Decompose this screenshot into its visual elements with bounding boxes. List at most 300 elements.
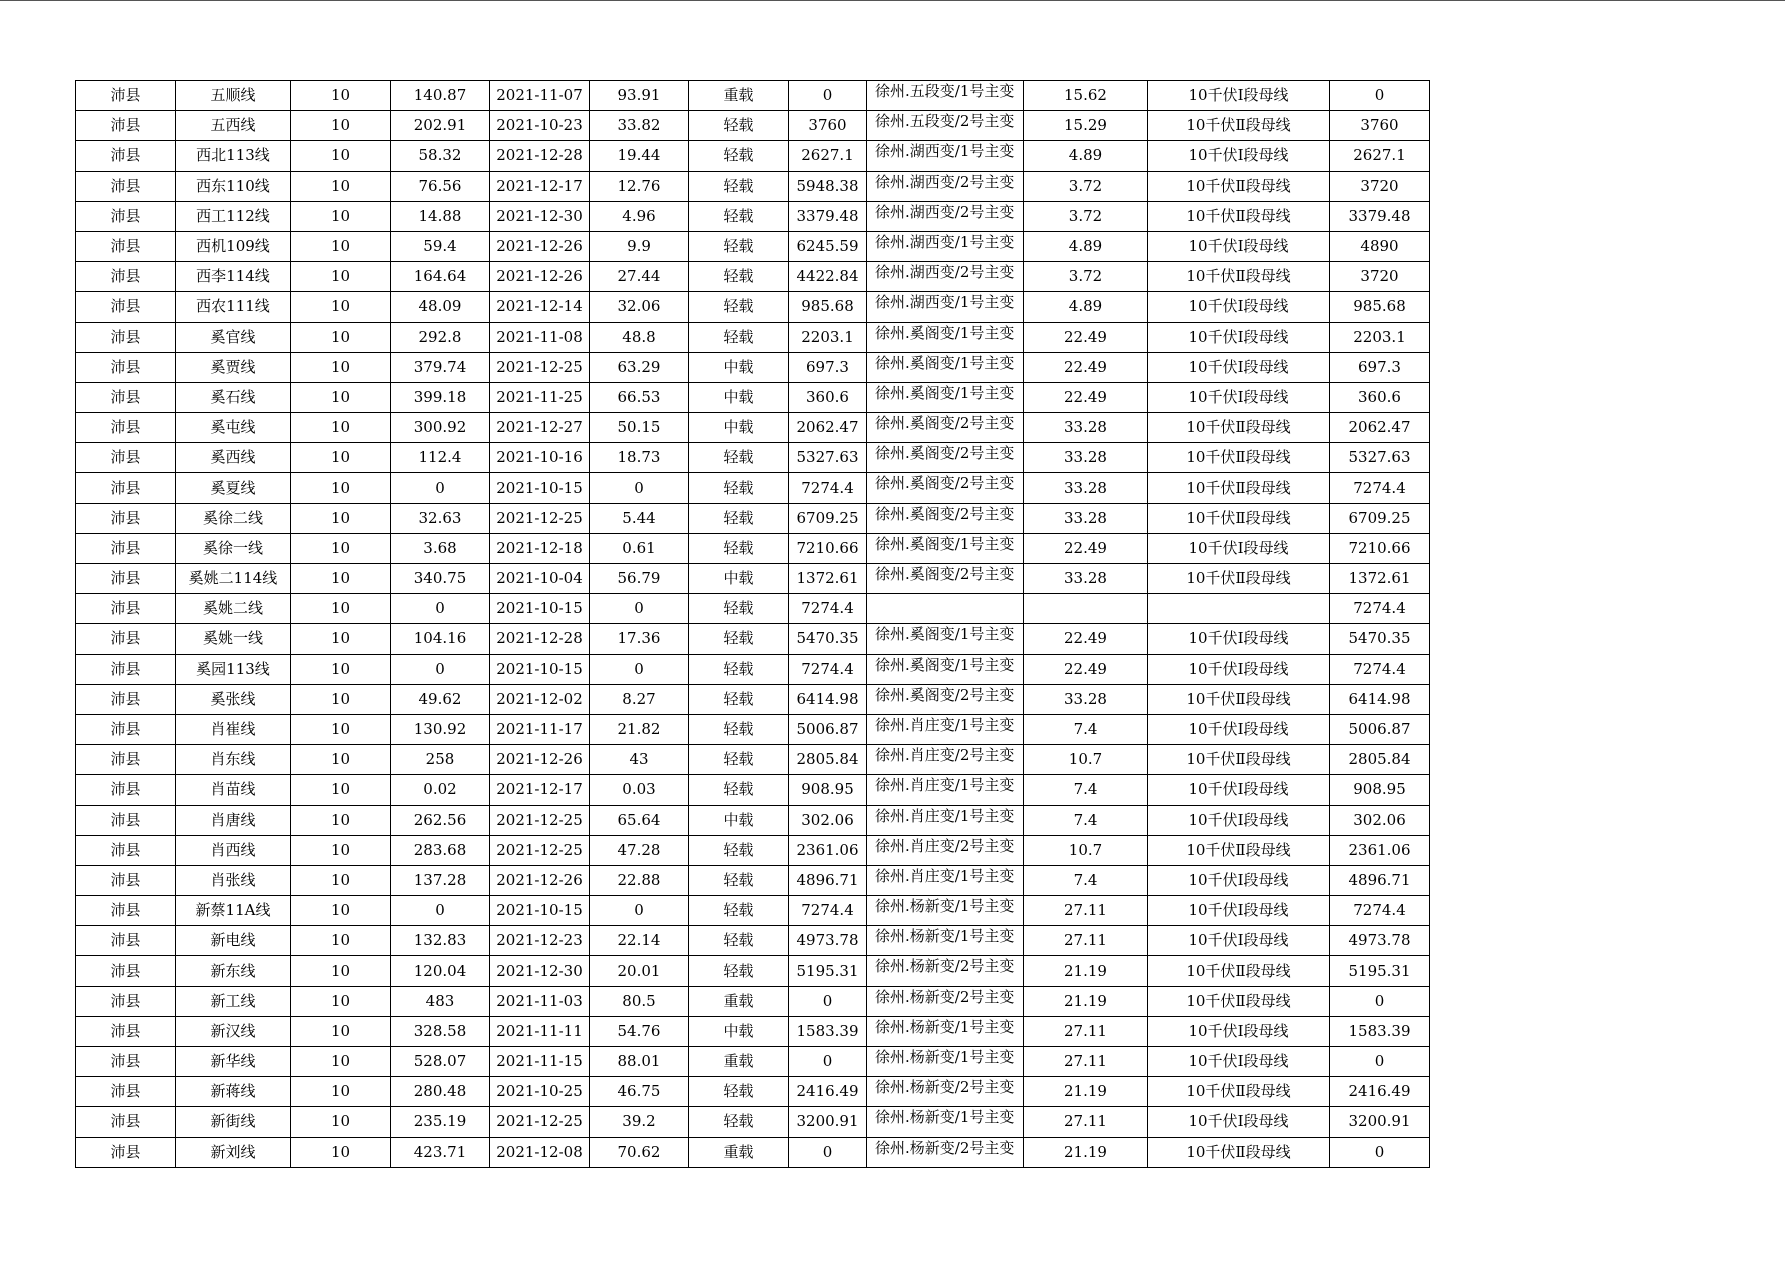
table-row — [76, 1016, 1430, 1046]
table-row — [76, 624, 1430, 654]
cell-voltage: 10 — [291, 1047, 391, 1077]
cell-col-4: 48.09 — [391, 292, 490, 322]
cell-bus-section: 10千伏Ⅰ段母线 — [1148, 141, 1330, 171]
cell-col-10: 10.7 — [1024, 745, 1148, 775]
cell-col-8: 0 — [789, 1137, 867, 1167]
cell-col-4: 340.75 — [391, 564, 490, 594]
cell-col-8: 7274.4 — [789, 473, 867, 503]
cell-load-status: 轻载 — [689, 896, 789, 926]
cell-load-status: 轻载 — [689, 141, 789, 171]
cell-substation-transformer: 徐州.杨新变/1号主变 — [867, 1016, 1024, 1046]
cell-col-10: 21.19 — [1024, 1077, 1148, 1107]
cell-col-6: 22.88 — [590, 865, 689, 895]
cell-voltage: 10 — [291, 473, 391, 503]
table-row — [76, 896, 1430, 926]
cell-date: 2021-11-03 — [490, 986, 590, 1016]
cell-line-name: 新华线 — [176, 1047, 291, 1077]
cell-col-6: 22.14 — [590, 926, 689, 956]
cell-col-4: 483 — [391, 986, 490, 1016]
cell-col-12: 360.6 — [1330, 382, 1430, 412]
cell-substation-transformer: 徐州.奚阁变/2号主变 — [867, 503, 1024, 533]
cell-date: 2021-10-15 — [490, 473, 590, 503]
cell-line-name: 奚张线 — [176, 684, 291, 714]
cell-substation-transformer: 徐州.肖庄变/2号主变 — [867, 745, 1024, 775]
cell-date: 2021-12-17 — [490, 775, 590, 805]
cell-col-12: 2203.1 — [1330, 322, 1430, 352]
cell-col-6: 43 — [590, 745, 689, 775]
cell-col-10: 10.7 — [1024, 835, 1148, 865]
cell-substation-transformer: 徐州.杨新变/1号主变 — [867, 1047, 1024, 1077]
cell-bus-section: 10千伏Ⅱ段母线 — [1148, 1077, 1330, 1107]
cell-bus-section: 10千伏Ⅰ段母线 — [1148, 81, 1330, 111]
cell-col-6: 0.61 — [590, 533, 689, 563]
cell-col-6: 93.91 — [590, 81, 689, 111]
cell-voltage: 10 — [291, 111, 391, 141]
cell-col-12: 908.95 — [1330, 775, 1430, 805]
cell-col-12: 6709.25 — [1330, 503, 1430, 533]
table-row — [76, 714, 1430, 744]
cell-load-status: 轻载 — [689, 443, 789, 473]
cell-date: 2021-12-25 — [490, 835, 590, 865]
cell-substation-transformer: 徐州.奚阁变/2号主变 — [867, 564, 1024, 594]
cell-col-8: 2062.47 — [789, 413, 867, 443]
cell-load-status: 轻载 — [689, 292, 789, 322]
cell-col-4: 104.16 — [391, 624, 490, 654]
cell-col-12: 5327.63 — [1330, 443, 1430, 473]
cell-col-10: 21.19 — [1024, 1137, 1148, 1167]
table-row — [76, 1107, 1430, 1137]
cell-date: 2021-12-30 — [490, 956, 590, 986]
cell-voltage: 10 — [291, 292, 391, 322]
cell-col-8: 3379.48 — [789, 201, 867, 231]
cell-load-status: 轻载 — [689, 533, 789, 563]
cell-date: 2021-12-26 — [490, 262, 590, 292]
cell-county: 沛县 — [76, 503, 176, 533]
cell-date: 2021-10-23 — [490, 111, 590, 141]
cell-col-10: 21.19 — [1024, 956, 1148, 986]
cell-col-4: 300.92 — [391, 413, 490, 443]
cell-col-4: 132.83 — [391, 926, 490, 956]
cell-col-6: 0 — [590, 594, 689, 624]
cell-col-8: 7274.4 — [789, 654, 867, 684]
cell-county: 沛县 — [76, 262, 176, 292]
table-row — [76, 1137, 1430, 1167]
cell-line-name: 肖苗线 — [176, 775, 291, 805]
cell-county: 沛县 — [76, 956, 176, 986]
cell-county: 沛县 — [76, 714, 176, 744]
cell-line-name: 奚西线 — [176, 443, 291, 473]
cell-col-8: 1372.61 — [789, 564, 867, 594]
cell-col-12: 2361.06 — [1330, 835, 1430, 865]
page-top-rule — [0, 0, 1785, 1]
cell-bus-section: 10千伏Ⅱ段母线 — [1148, 413, 1330, 443]
cell-bus-section: 10千伏Ⅱ段母线 — [1148, 503, 1330, 533]
cell-substation-transformer: 徐州.杨新变/2号主变 — [867, 956, 1024, 986]
cell-substation-transformer: 徐州.奚阁变/2号主变 — [867, 443, 1024, 473]
cell-bus-section: 10千伏Ⅰ段母线 — [1148, 322, 1330, 352]
cell-bus-section: 10千伏Ⅰ段母线 — [1148, 382, 1330, 412]
cell-col-12: 0 — [1330, 1047, 1430, 1077]
cell-bus-section: 10千伏Ⅰ段母线 — [1148, 624, 1330, 654]
cell-col-6: 20.01 — [590, 956, 689, 986]
cell-col-6: 0.03 — [590, 775, 689, 805]
cell-date: 2021-12-30 — [490, 201, 590, 231]
cell-col-4: 202.91 — [391, 111, 490, 141]
cell-bus-section: 10千伏Ⅱ段母线 — [1148, 201, 1330, 231]
cell-col-6: 4.96 — [590, 201, 689, 231]
cell-col-8: 0 — [789, 986, 867, 1016]
cell-line-name: 新蒋线 — [176, 1077, 291, 1107]
cell-col-6: 19.44 — [590, 141, 689, 171]
table-row — [76, 503, 1430, 533]
cell-col-12: 5195.31 — [1330, 956, 1430, 986]
cell-col-12: 7274.4 — [1330, 473, 1430, 503]
cell-load-status: 轻载 — [689, 956, 789, 986]
table-row — [76, 81, 1430, 111]
cell-col-6: 63.29 — [590, 352, 689, 382]
cell-col-4: 3.68 — [391, 533, 490, 563]
cell-col-12: 2416.49 — [1330, 1077, 1430, 1107]
cell-load-status: 轻载 — [689, 111, 789, 141]
cell-col-6: 8.27 — [590, 684, 689, 714]
cell-bus-section: 10千伏Ⅱ段母线 — [1148, 473, 1330, 503]
cell-date: 2021-10-16 — [490, 443, 590, 473]
cell-substation-transformer: 徐州.杨新变/2号主变 — [867, 1137, 1024, 1167]
cell-col-10: 7.4 — [1024, 865, 1148, 895]
table-row — [76, 201, 1430, 231]
cell-county: 沛县 — [76, 473, 176, 503]
cell-col-8: 2203.1 — [789, 322, 867, 352]
cell-date: 2021-11-17 — [490, 714, 590, 744]
cell-col-10: 21.19 — [1024, 986, 1148, 1016]
cell-col-4: 49.62 — [391, 684, 490, 714]
cell-col-4: 399.18 — [391, 382, 490, 412]
cell-col-6: 27.44 — [590, 262, 689, 292]
cell-col-8: 1583.39 — [789, 1016, 867, 1046]
cell-col-10: 3.72 — [1024, 262, 1148, 292]
table-row — [76, 835, 1430, 865]
cell-substation-transformer: 徐州.奚阁变/2号主变 — [867, 413, 1024, 443]
cell-county: 沛县 — [76, 926, 176, 956]
cell-line-name: 西机109线 — [176, 231, 291, 261]
cell-col-4: 112.4 — [391, 443, 490, 473]
cell-col-6: 21.82 — [590, 714, 689, 744]
cell-substation-transformer: 徐州.肖庄变/1号主变 — [867, 865, 1024, 895]
cell-substation-transformer: 徐州.湖西变/2号主变 — [867, 201, 1024, 231]
cell-voltage: 10 — [291, 141, 391, 171]
cell-col-4: 58.32 — [391, 141, 490, 171]
cell-voltage: 10 — [291, 1077, 391, 1107]
cell-line-name: 奚园113线 — [176, 654, 291, 684]
table-row — [76, 1047, 1430, 1077]
cell-substation-transformer: 徐州.湖西变/1号主变 — [867, 292, 1024, 322]
cell-voltage: 10 — [291, 322, 391, 352]
cell-col-12: 985.68 — [1330, 292, 1430, 322]
cell-bus-section: 10千伏Ⅱ段母线 — [1148, 111, 1330, 141]
cell-bus-section: 10千伏Ⅰ段母线 — [1148, 865, 1330, 895]
cell-load-status: 中载 — [689, 382, 789, 412]
cell-col-10: 27.11 — [1024, 1016, 1148, 1046]
table-row — [76, 775, 1430, 805]
cell-substation-transformer: 徐州.湖西变/2号主变 — [867, 171, 1024, 201]
cell-col-12: 3720 — [1330, 171, 1430, 201]
cell-load-status: 轻载 — [689, 714, 789, 744]
cell-col-10: 27.11 — [1024, 896, 1148, 926]
cell-voltage: 10 — [291, 262, 391, 292]
cell-col-6: 0 — [590, 473, 689, 503]
cell-col-6: 46.75 — [590, 1077, 689, 1107]
cell-county: 沛县 — [76, 141, 176, 171]
cell-voltage: 10 — [291, 1107, 391, 1137]
cell-col-10: 3.72 — [1024, 171, 1148, 201]
cell-date: 2021-10-15 — [490, 594, 590, 624]
cell-substation-transformer: 徐州.湖西变/1号主变 — [867, 141, 1024, 171]
cell-date: 2021-12-23 — [490, 926, 590, 956]
table-row — [76, 865, 1430, 895]
cell-bus-section: 10千伏Ⅱ段母线 — [1148, 262, 1330, 292]
cell-voltage: 10 — [291, 564, 391, 594]
cell-voltage: 10 — [291, 624, 391, 654]
cell-load-status: 重载 — [689, 986, 789, 1016]
cell-col-6: 54.76 — [590, 1016, 689, 1046]
cell-line-name: 西工112线 — [176, 201, 291, 231]
table-row — [76, 745, 1430, 775]
cell-col-8: 6245.59 — [789, 231, 867, 261]
cell-county: 沛县 — [76, 624, 176, 654]
cell-substation-transformer: 徐州.五段变/1号主变 — [867, 81, 1024, 111]
cell-col-6: 5.44 — [590, 503, 689, 533]
table-row — [76, 413, 1430, 443]
cell-bus-section: 10千伏Ⅰ段母线 — [1148, 533, 1330, 563]
cell-substation-transformer: 徐州.奚阁变/1号主变 — [867, 654, 1024, 684]
cell-voltage: 10 — [291, 896, 391, 926]
cell-date: 2021-10-15 — [490, 896, 590, 926]
cell-county: 沛县 — [76, 865, 176, 895]
cell-line-name: 新电线 — [176, 926, 291, 956]
table-row — [76, 262, 1430, 292]
cell-col-4: 0.02 — [391, 775, 490, 805]
table-row — [76, 594, 1430, 624]
cell-col-4: 164.64 — [391, 262, 490, 292]
cell-substation-transformer: 徐州.奚阁变/1号主变 — [867, 382, 1024, 412]
cell-county: 沛县 — [76, 81, 176, 111]
cell-col-6: 56.79 — [590, 564, 689, 594]
cell-col-10: 22.49 — [1024, 382, 1148, 412]
cell-date: 2021-12-18 — [490, 533, 590, 563]
cell-col-4: 262.56 — [391, 805, 490, 835]
cell-bus-section: 10千伏Ⅱ段母线 — [1148, 684, 1330, 714]
cell-date: 2021-10-04 — [490, 564, 590, 594]
cell-col-8: 2627.1 — [789, 141, 867, 171]
table-row — [76, 654, 1430, 684]
cell-load-status: 轻载 — [689, 684, 789, 714]
cell-col-12: 0 — [1330, 986, 1430, 1016]
cell-load-status: 轻载 — [689, 322, 789, 352]
cell-voltage: 10 — [291, 1016, 391, 1046]
cell-voltage: 10 — [291, 986, 391, 1016]
cell-load-status: 轻载 — [689, 654, 789, 684]
cell-col-10: 4.89 — [1024, 141, 1148, 171]
cell-load-status: 轻载 — [689, 262, 789, 292]
cell-load-status: 中载 — [689, 564, 789, 594]
cell-col-8: 360.6 — [789, 382, 867, 412]
cell-line-name: 新工线 — [176, 986, 291, 1016]
cell-county: 沛县 — [76, 171, 176, 201]
cell-col-10: 33.28 — [1024, 413, 1148, 443]
cell-voltage: 10 — [291, 926, 391, 956]
table-row — [76, 1077, 1430, 1107]
cell-col-8: 6709.25 — [789, 503, 867, 533]
cell-line-name: 奚徐一线 — [176, 533, 291, 563]
cell-county: 沛县 — [76, 1047, 176, 1077]
cell-county: 沛县 — [76, 201, 176, 231]
table-row — [76, 352, 1430, 382]
cell-load-status: 中载 — [689, 413, 789, 443]
cell-col-10: 27.11 — [1024, 1107, 1148, 1137]
cell-col-6: 33.82 — [590, 111, 689, 141]
cell-bus-section: 10千伏Ⅱ段母线 — [1148, 564, 1330, 594]
cell-col-4: 280.48 — [391, 1077, 490, 1107]
cell-col-4: 0 — [391, 473, 490, 503]
cell-col-4: 292.8 — [391, 322, 490, 352]
cell-county: 沛县 — [76, 896, 176, 926]
cell-load-status: 重载 — [689, 1137, 789, 1167]
cell-date: 2021-10-15 — [490, 654, 590, 684]
cell-county: 沛县 — [76, 322, 176, 352]
cell-col-8: 7274.4 — [789, 594, 867, 624]
cell-voltage: 10 — [291, 956, 391, 986]
cell-col-12: 3720 — [1330, 262, 1430, 292]
cell-col-10: 33.28 — [1024, 503, 1148, 533]
cell-line-name: 奚贾线 — [176, 352, 291, 382]
cell-load-status: 轻载 — [689, 473, 789, 503]
cell-col-4: 283.68 — [391, 835, 490, 865]
cell-col-12: 2805.84 — [1330, 745, 1430, 775]
table-row — [76, 684, 1430, 714]
cell-col-6: 12.76 — [590, 171, 689, 201]
cell-col-8: 2416.49 — [789, 1077, 867, 1107]
cell-col-4: 140.87 — [391, 81, 490, 111]
cell-line-name: 五西线 — [176, 111, 291, 141]
cell-date: 2021-10-25 — [490, 1077, 590, 1107]
cell-substation-transformer: 徐州.杨新变/2号主变 — [867, 986, 1024, 1016]
cell-col-10: 33.28 — [1024, 443, 1148, 473]
cell-col-10: 7.4 — [1024, 805, 1148, 835]
cell-col-6: 88.01 — [590, 1047, 689, 1077]
cell-col-4: 76.56 — [391, 171, 490, 201]
cell-col-10: 7.4 — [1024, 775, 1148, 805]
cell-col-6: 50.15 — [590, 413, 689, 443]
cell-date: 2021-11-25 — [490, 382, 590, 412]
cell-load-status: 轻载 — [689, 503, 789, 533]
cell-col-8: 2361.06 — [789, 835, 867, 865]
cell-voltage: 10 — [291, 533, 391, 563]
cell-col-8: 7210.66 — [789, 533, 867, 563]
cell-bus-section: 10千伏Ⅰ段母线 — [1148, 1107, 1330, 1137]
cell-col-6: 66.53 — [590, 382, 689, 412]
cell-substation-transformer: 徐州.杨新变/1号主变 — [867, 1107, 1024, 1137]
table-row — [76, 111, 1430, 141]
cell-line-name: 肖西线 — [176, 835, 291, 865]
cell-line-name: 肖张线 — [176, 865, 291, 895]
cell-substation-transformer: 徐州.湖西变/1号主变 — [867, 231, 1024, 261]
cell-date: 2021-11-15 — [490, 1047, 590, 1077]
cell-col-6: 0 — [590, 654, 689, 684]
cell-col-10: 33.28 — [1024, 473, 1148, 503]
cell-substation-transformer: 徐州.奚阁变/1号主变 — [867, 322, 1024, 352]
table-row — [76, 926, 1430, 956]
cell-bus-section: 10千伏Ⅰ段母线 — [1148, 1047, 1330, 1077]
table-row — [76, 443, 1430, 473]
cell-col-12: 4896.71 — [1330, 865, 1430, 895]
cell-bus-section: 10千伏Ⅱ段母线 — [1148, 835, 1330, 865]
cell-col-6: 65.64 — [590, 805, 689, 835]
cell-county: 沛县 — [76, 775, 176, 805]
cell-bus-section: 10千伏Ⅰ段母线 — [1148, 805, 1330, 835]
cell-col-4: 528.07 — [391, 1047, 490, 1077]
cell-col-12: 0 — [1330, 81, 1430, 111]
cell-load-status: 轻载 — [689, 775, 789, 805]
cell-county: 沛县 — [76, 1077, 176, 1107]
cell-voltage: 10 — [291, 684, 391, 714]
cell-col-12: 5470.35 — [1330, 624, 1430, 654]
cell-bus-section: 10千伏Ⅰ段母线 — [1148, 352, 1330, 382]
cell-col-8: 985.68 — [789, 292, 867, 322]
cell-line-name: 新街线 — [176, 1107, 291, 1137]
cell-date: 2021-12-25 — [490, 1107, 590, 1137]
cell-substation-transformer: 徐州.杨新变/2号主变 — [867, 1077, 1024, 1107]
cell-substation-transformer: 徐州.杨新变/1号主变 — [867, 896, 1024, 926]
cell-col-10: 4.89 — [1024, 231, 1148, 261]
cell-county: 沛县 — [76, 443, 176, 473]
cell-voltage: 10 — [291, 654, 391, 684]
cell-col-12: 4890 — [1330, 231, 1430, 261]
cell-load-status: 轻载 — [689, 624, 789, 654]
cell-col-6: 48.8 — [590, 322, 689, 352]
cell-county: 沛县 — [76, 654, 176, 684]
table-row — [76, 533, 1430, 563]
cell-bus-section: 10千伏Ⅰ段母线 — [1148, 292, 1330, 322]
cell-load-status: 轻载 — [689, 865, 789, 895]
cell-county: 沛县 — [76, 684, 176, 714]
cell-line-name: 新汉线 — [176, 1016, 291, 1046]
cell-county: 沛县 — [76, 533, 176, 563]
cell-substation-transformer: 徐州.奚阁变/2号主变 — [867, 684, 1024, 714]
cell-load-status: 轻载 — [689, 231, 789, 261]
cell-col-4: 328.58 — [391, 1016, 490, 1046]
cell-col-12: 1583.39 — [1330, 1016, 1430, 1046]
cell-col-4: 235.19 — [391, 1107, 490, 1137]
cell-date: 2021-12-25 — [490, 503, 590, 533]
cell-col-6: 70.62 — [590, 1137, 689, 1167]
cell-date: 2021-12-25 — [490, 805, 590, 835]
cell-col-6: 39.2 — [590, 1107, 689, 1137]
cell-col-8: 4896.71 — [789, 865, 867, 895]
cell-col-10: 22.49 — [1024, 352, 1148, 382]
cell-county: 沛县 — [76, 594, 176, 624]
cell-date: 2021-12-26 — [490, 865, 590, 895]
cell-county: 沛县 — [76, 382, 176, 412]
cell-county: 沛县 — [76, 805, 176, 835]
cell-voltage: 10 — [291, 201, 391, 231]
cell-col-8: 3760 — [789, 111, 867, 141]
cell-col-12: 6414.98 — [1330, 684, 1430, 714]
cell-col-8: 5327.63 — [789, 443, 867, 473]
cell-col-8: 6414.98 — [789, 684, 867, 714]
cell-col-12: 0 — [1330, 1137, 1430, 1167]
table-row — [76, 956, 1430, 986]
cell-bus-section: 10千伏Ⅱ段母线 — [1148, 956, 1330, 986]
